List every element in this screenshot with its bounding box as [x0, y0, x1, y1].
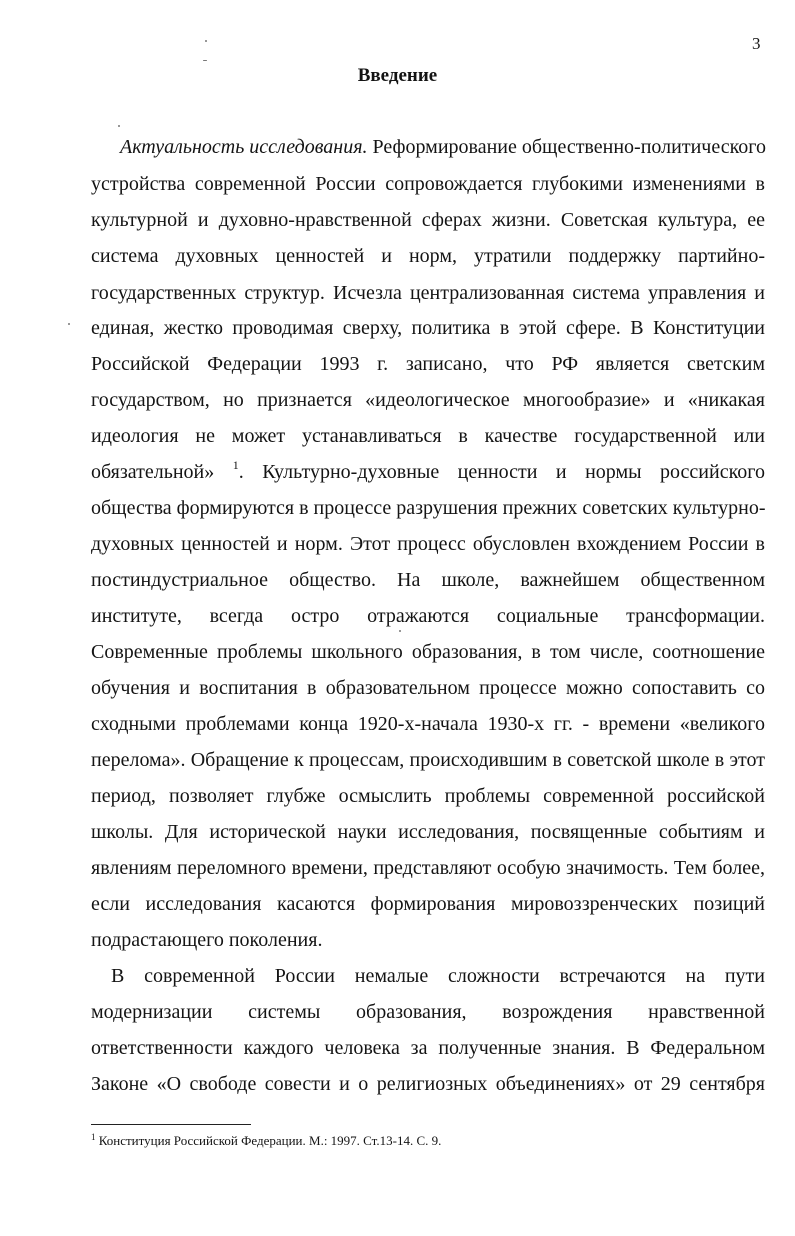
- text-line: обязательной» $^1$. Культурно-духовные ценности и нормы российского: [91, 458, 765, 483]
- page-number: 3: [752, 34, 761, 53]
- text-line: явлениям переломного времени, представляют особую значимость. Тем более,: [91, 857, 765, 879]
- scan-speck: [203, 60, 207, 61]
- text-line: школы. Для исторической науки исследования, посвященные событиям и: [91, 821, 765, 843]
- text-line: обучения и воспитания в образовательном процессе можно сопоставить со: [91, 677, 765, 699]
- text-line: идеология не может устанавливаться в качестве государственной или: [91, 425, 765, 447]
- text-line: модернизации системы образования, возрождения нравственной: [91, 1001, 765, 1023]
- text-line: система духовных ценностей и норм, утратили поддержку партийно-: [91, 245, 765, 267]
- text-line: сходными проблемами конца 1920-х-начала 1930-х гг. - времени «великого: [91, 713, 765, 735]
- text-line: государством, но признается «идеологическое многообразие» и «никакая: [91, 389, 765, 411]
- footnote-divider: [91, 1124, 251, 1125]
- footnote-ref[interactable]: 1: [232, 458, 239, 472]
- text-line: Актуальность исследования. Реформирование общественно-политического: [120, 136, 766, 158]
- scan-speck: [118, 125, 120, 127]
- footnote-text: Конституция Российской Федерации. М.: 1997. Ст.13-14. С. 9.: [95, 1133, 442, 1148]
- scan-speck: [205, 40, 207, 42]
- footnote-marker: 1: [91, 1132, 96, 1142]
- text-line: Современные проблемы школьного образования, в том числе, соотношение: [91, 641, 765, 663]
- scan-speck: [399, 630, 401, 632]
- lead-italic: Актуальность исследования.: [120, 136, 368, 158]
- text-line: период, позволяет глубже осмыслить проблемы современной российской: [91, 785, 765, 807]
- text-line: единая, жестко проводимая сверху, политика в этой сфере. В Конституции: [91, 317, 765, 339]
- text-line: общества формируются в процессе разрушения прежних советских культурно-: [91, 497, 766, 519]
- text-line: устройства современной России сопровождается глубокими изменениями в: [91, 173, 765, 195]
- text-line: В современной России немалые сложности встречаются на пути: [111, 965, 765, 987]
- footnote: [91, 1133, 441, 1149]
- text-line: культурной и духовно-нравственной сферах жизни. Советская культура, ее: [91, 209, 765, 231]
- scan-speck: [68, 323, 70, 325]
- text-line: ответственности каждого человека за полученные знания. В Федеральном: [91, 1037, 765, 1059]
- text-line: институте, всегда остро отражаются социальные трансформации.: [91, 605, 765, 627]
- section-heading: Введение: [357, 65, 438, 86]
- text-line: если исследования касаются формирования мировоззренческих позиций: [91, 893, 765, 915]
- text-line: перелома». Обращение к процессам, происходившим в советской школе в этот: [91, 749, 765, 771]
- text-line: государственных структур. Исчезла централизованная система управления и: [91, 282, 765, 304]
- text-line: духовных ценностей и норм. Этот процесс обусловлен вхождением России в: [91, 533, 765, 555]
- text-line: подрастающего поколения.: [91, 929, 323, 951]
- text-line: Законе «О свободе совести и о религиозных объединениях» от 29 сентября: [91, 1073, 765, 1095]
- text-line: постиндустриальное общество. На школе, важнейшем общественном: [91, 569, 765, 591]
- text-line: Российской Федерации 1993 г. записано, что РФ является светским: [91, 353, 765, 375]
